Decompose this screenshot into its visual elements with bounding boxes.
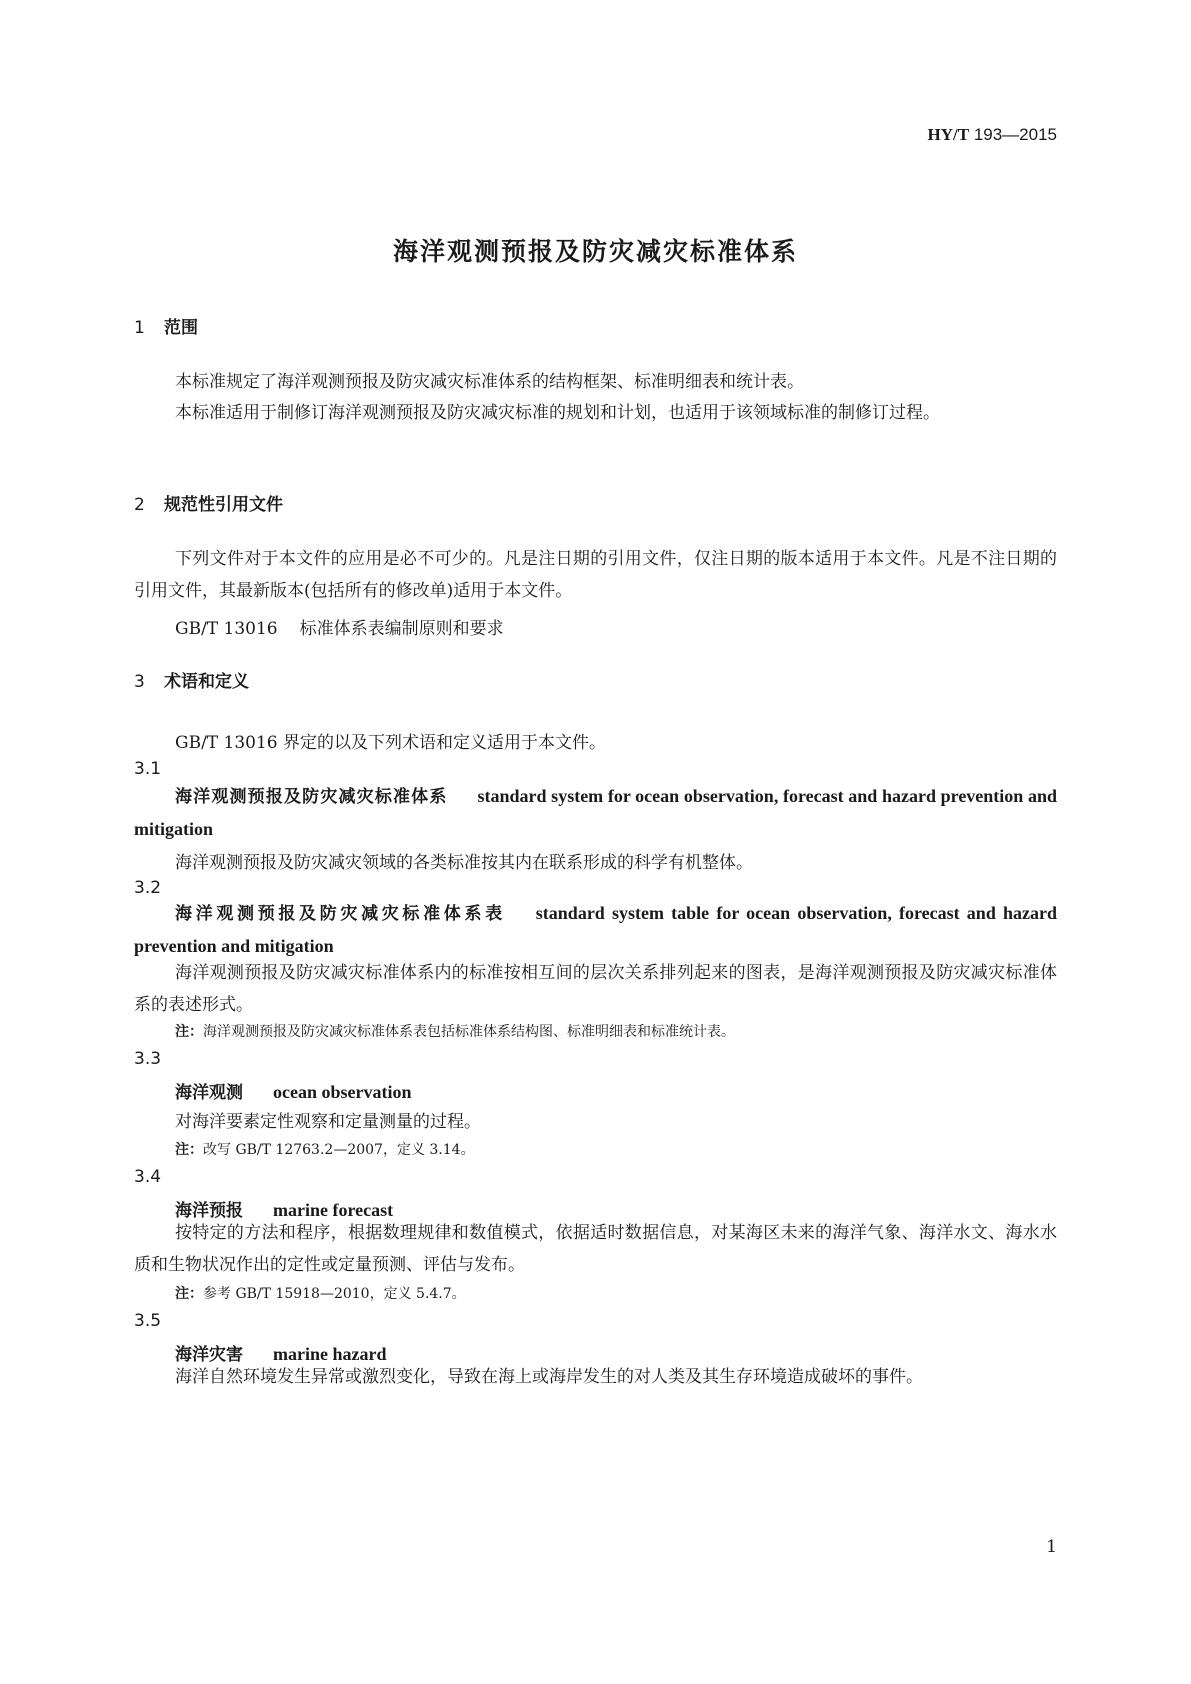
note xyxy=(175,1283,466,1303)
section-number: 3 xyxy=(134,672,145,692)
section-intro: GB/T 13016 界定的以及下列术语和定义适用于本文件。 xyxy=(175,733,607,753)
section-title: 范围 xyxy=(164,318,198,338)
term-en: marine hazard xyxy=(273,1344,387,1364)
section-2-heading xyxy=(134,490,283,515)
standard-code-prefix: HY/T xyxy=(927,125,970,144)
term-zh: 海洋预报 xyxy=(175,1201,243,1221)
term-number: 3.1 xyxy=(134,759,162,779)
paragraph: 本标准规定了海洋观测预报及防灾减灾标准体系的结构框架、标准明细表和统计表。 xyxy=(175,372,804,392)
standard-code xyxy=(928,125,1057,145)
term-number: 3.4 xyxy=(134,1167,162,1187)
note-text: 海洋观测预报及防灾减灾标准体系表包括标准体系结构图、标准明细表和标准统计表。 xyxy=(203,1024,735,1040)
reference-item xyxy=(175,614,504,639)
section-1-heading xyxy=(134,313,198,338)
note-text: 改写 GB/T 12763.2—2007，定义 3.14。 xyxy=(203,1142,475,1158)
section-title: 规范性引用文件 xyxy=(164,495,283,515)
section-number: 2 xyxy=(134,495,145,515)
note xyxy=(175,1021,735,1041)
term-zh: 海洋观测预报及防灾减灾标准体系 xyxy=(175,787,448,807)
term-zh: 海洋灾害 xyxy=(175,1345,243,1365)
term-number: 3.2 xyxy=(134,878,162,898)
paragraph: 本标准适用于制修订海洋观测预报及防灾减灾标准的规划和计划，也适用于该领域标准的制修订过程。 xyxy=(175,403,940,423)
term-entry xyxy=(175,1078,412,1103)
note-label: 注： xyxy=(175,1142,203,1158)
section-3-heading xyxy=(134,667,249,692)
note xyxy=(175,1139,475,1159)
section-title: 术语和定义 xyxy=(164,672,249,692)
term-zh: 海洋观测预报及防灾减灾标准体系表 xyxy=(175,904,506,924)
term-entry xyxy=(134,898,1057,963)
term-en: marine forecast xyxy=(273,1200,394,1220)
paragraph: 下列文件对于本文件的应用是必不可少的。凡是注日期的引用文件，仅注日期的版本适用于本文件。凡是不注日期的引用文件，其最新版本(包括所有的修改单)适用于本文件。 xyxy=(134,549,1057,601)
section-number: 1 xyxy=(134,318,145,338)
note-text: 参考 GB/T 15918—2010，定义 5.4.7。 xyxy=(203,1286,466,1302)
term-zh: 海洋观测 xyxy=(175,1083,243,1103)
reference-code: GB/T 13016 xyxy=(175,619,278,639)
term-definition: 海洋观测预报及防灾减灾领域的各类标准按其内在联系形成的科学有机整体。 xyxy=(175,853,753,873)
term-en: standard system for ocean observation, forecast and hazard prevention and mitigation xyxy=(134,786,1057,839)
term-number: 3.3 xyxy=(134,1049,162,1069)
term-definition: 按特定的方法和程序，根据数理规律和数值模式，依据适时数据信息，对某海区未来的海洋气象、海洋水文、海水水质和生物状况作出的定性或定量预测、评估与发布。 xyxy=(134,1223,1057,1275)
standard-code-number: 193—2015 xyxy=(973,125,1057,144)
term-definition: 海洋观测预报及防灾减灾标准体系内的标准按相互间的层次关系排列起来的图表，是海洋观测预报及防灾减灾标准体系的表述形式。 xyxy=(134,963,1057,1015)
term-definition: 对海洋要素定性观察和定量测量的过程。 xyxy=(175,1112,481,1132)
note-label: 注： xyxy=(175,1286,203,1302)
reference-title: 标准体系表编制原则和要求 xyxy=(299,619,504,639)
term-entry xyxy=(134,781,1057,846)
term-en: ocean observation xyxy=(273,1082,412,1102)
note-label: 注： xyxy=(175,1024,203,1040)
term-definition: 海洋自然环境发生异常或激烈变化，导致在海上或海岸发生的对人类及其生存环境造成破坏的事件。 xyxy=(175,1367,923,1387)
term-en: standard system table for ocean observation, forecast and hazard prevention and mitigation xyxy=(134,903,1058,956)
page-number: 1 xyxy=(1046,1537,1057,1557)
term-number: 3.5 xyxy=(134,1311,162,1331)
document-title: 海洋观测预报及防灾减灾标准体系 xyxy=(392,237,798,266)
